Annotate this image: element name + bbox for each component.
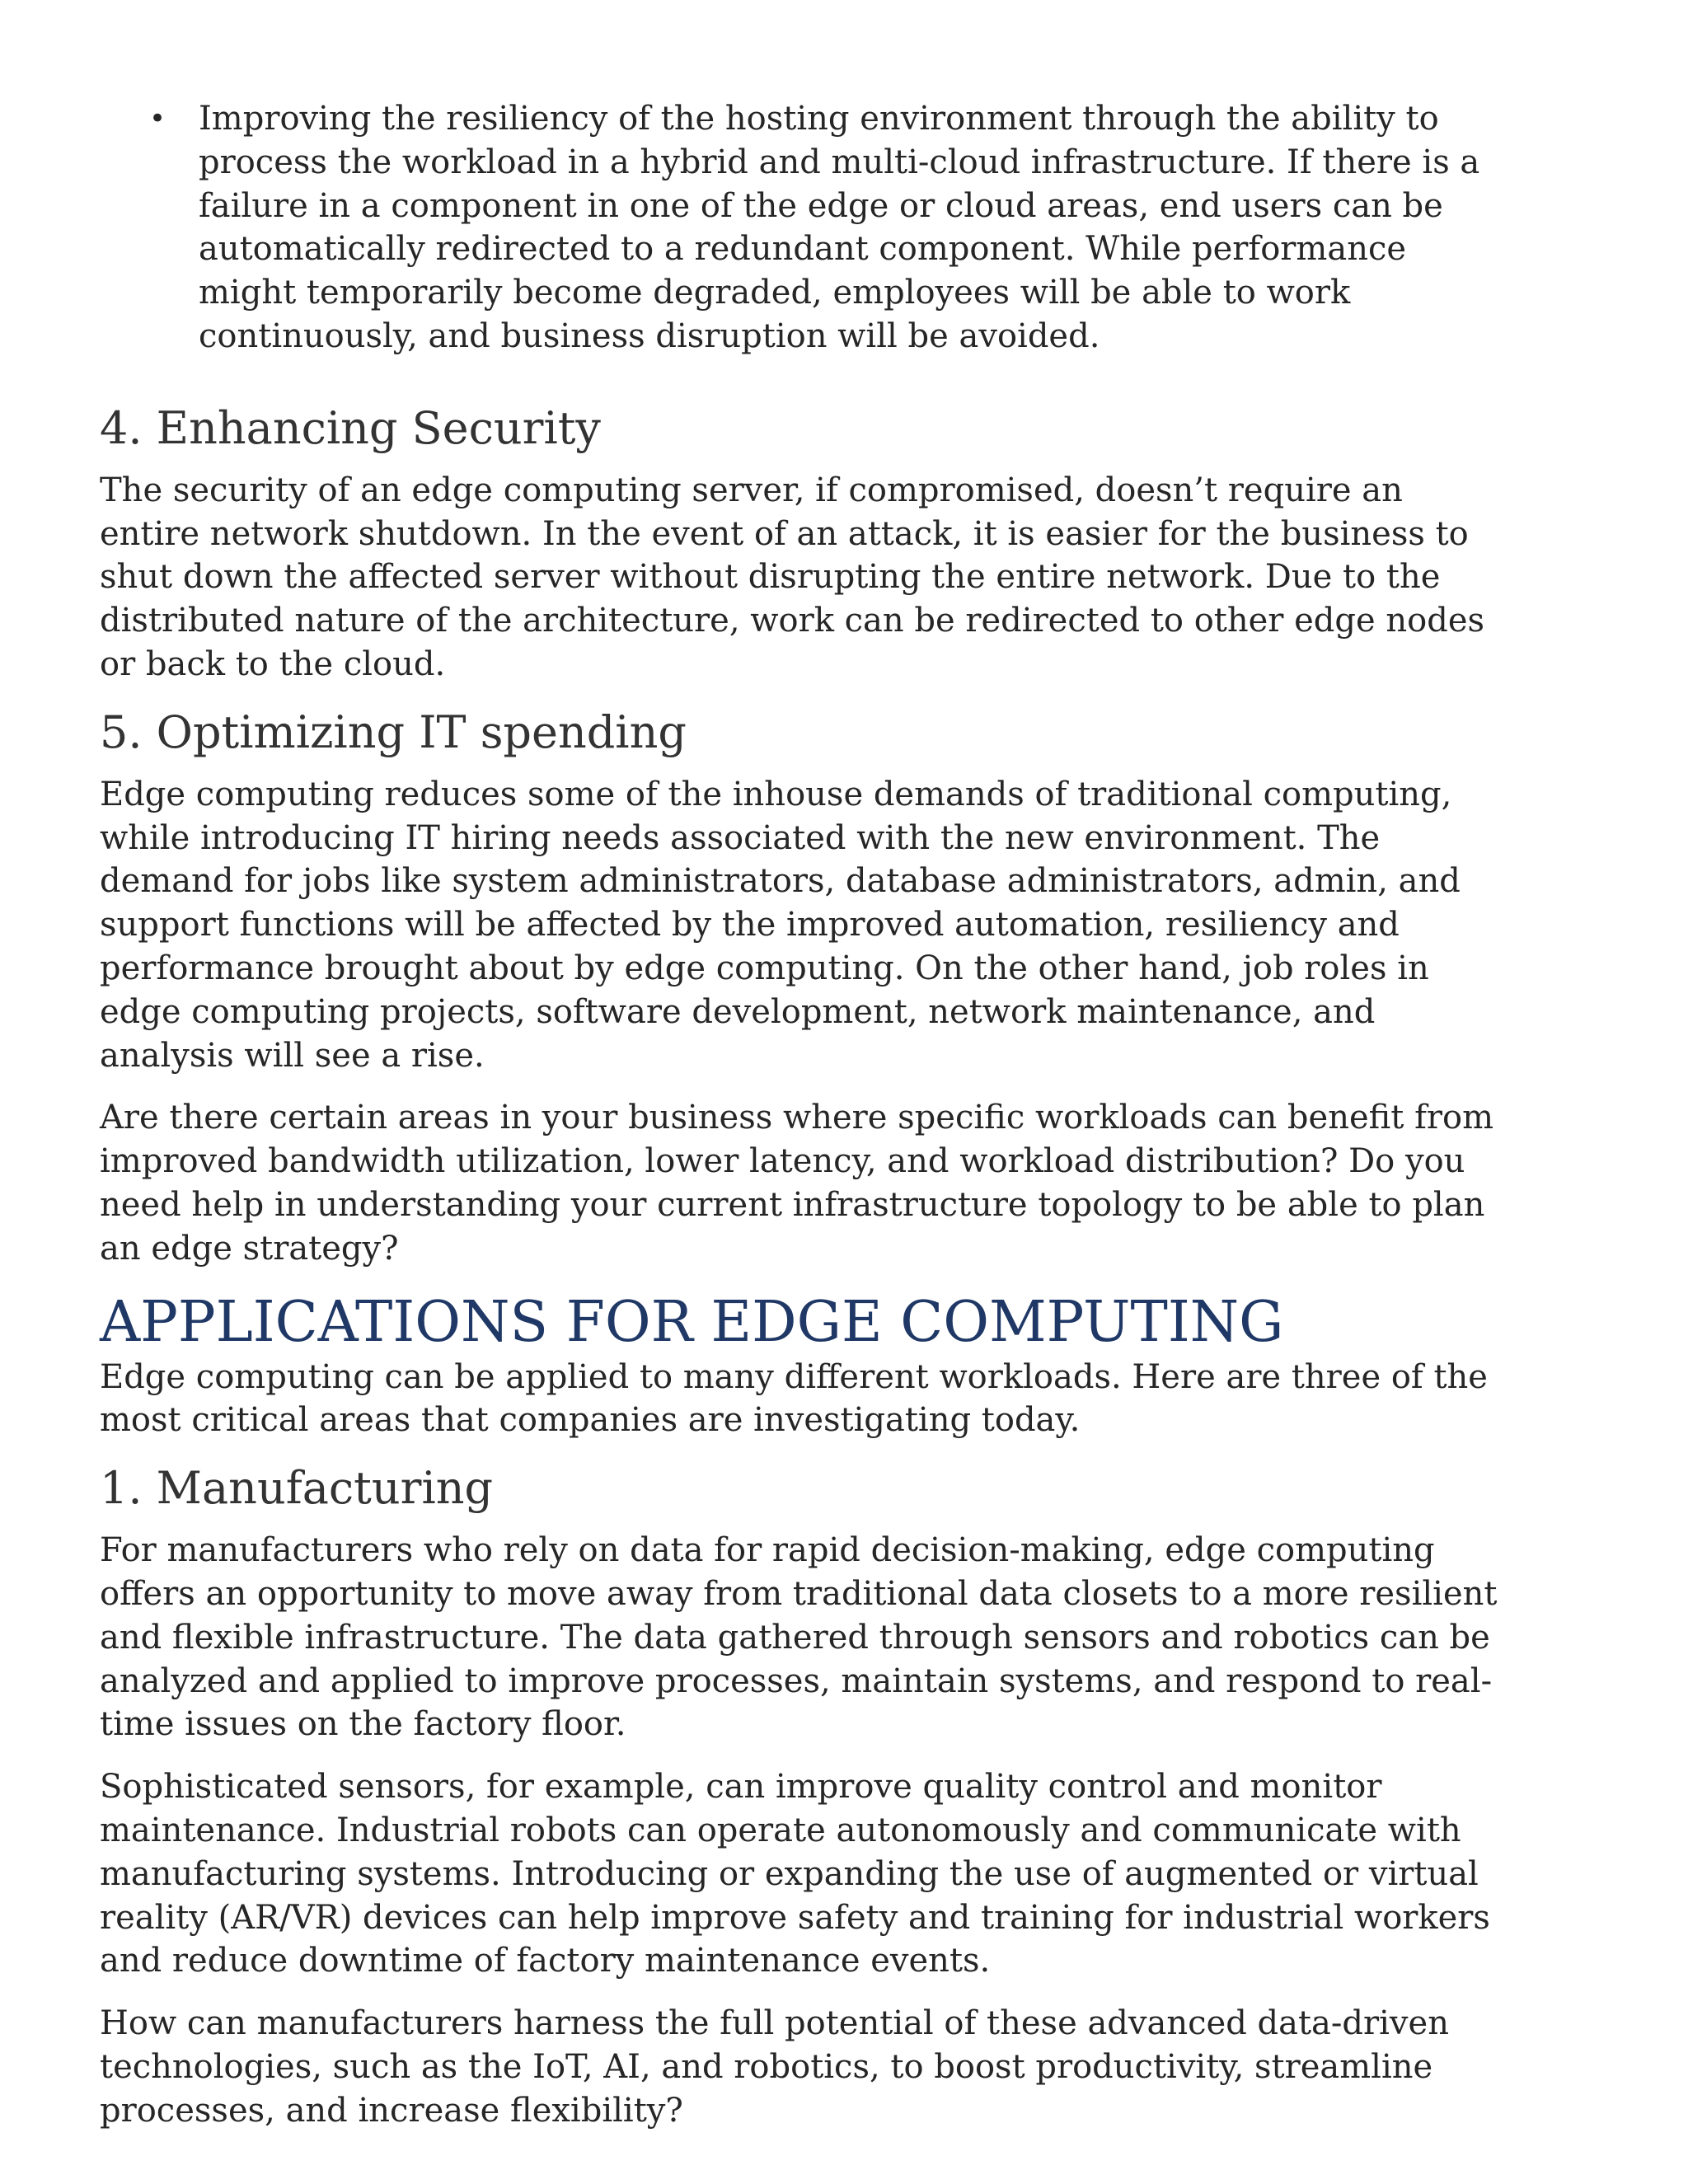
bullet-item-resiliency <box>100 97 1501 359</box>
paragraph-security: The security of an edge computing server, if compromised, doesn’t require an entire network shutdown. In the event of an attack, it is easier for the business to shut down the affected server without disrupting the entire network. Due to the distributed nature of the architecture, work can be redirected to other edge nodes or back to the cloud. <box>100 471 1485 683</box>
paragraph-applications-intro: Edge computing can be applied to many different workloads. Here are three of the most critical areas that companies are investigating today. <box>100 1357 1488 1440</box>
heading-applications: APPLICATIONS FOR EDGE COMPUTING <box>100 1289 1284 1355</box>
paragraph-spending-1: Edge computing reduces some of the inhouse demands of traditional computing, while introducing IT hiring needs associated with the new environment. The demand for jobs like system administrators, database administrators, admin, and support functions will be affected by the improved automation, resiliency and performance brought about by edge computing. On the other hand, job roles in edge computing projects, software development, network maintenance, and analysis will see a rise. <box>100 775 1461 1075</box>
heading-enhancing-security: 4. Enhancing Security <box>100 401 601 454</box>
paragraph-manufacturing-3: How can manufacturers harness the full potential of these advanced data-driven technologies, such as the IoT, AI, and robotics, to boost productivity, streamline processes, and increase flexibility? <box>100 2004 1449 2130</box>
paragraph-manufacturing-2: Sophisticated sensors, for example, can improve quality control and monitor maintenance. Industrial robots can operate autonomously and communicate with manufacturing systems. Introducing or expanding the use of augmented or virtual reality (AR/VR) devices can help improve safety and training for industrial workers and reduce downtime of factory maintenance events. <box>100 1768 1490 1980</box>
heading-manufacturing: 1. Manufacturing <box>100 1462 494 1515</box>
heading-optimizing-it-spending: 5. Optimizing IT spending <box>100 705 687 758</box>
document-content <box>100 97 1501 2151</box>
paragraph-manufacturing-1: For manufacturers who rely on data for rapid decision-making, edge computing offers an opportunity to move away from traditional data closets to a more resilient and flexible infrastructure. The data gathered through sensors and robotics can be analyzed and applied to improve processes, maintain systems, and respond to real-time issues on the factory floor. <box>100 1531 1498 1744</box>
bullet-dot-icon: • <box>149 102 166 135</box>
bullet-list <box>100 97 1501 359</box>
bullet-text: Improving the resiliency of the hosting environment through the ability to process the workload in a hybrid and multi-cloud infrastructure. If there is a failure in a component in one of the edge or cloud areas, end users can be automatically redirected to a redundant component. While performance might temporarily become degraded, employees will be able to work continuously, and business disruption will be avoided. <box>199 100 1480 355</box>
paragraph-spending-2: Are there certain areas in your business where specific workloads can benefit from improved bandwidth utilization, lower latency, and workload distribution? Do you need help in understanding your current infrastructure topology to be able to plan an edge strategy? <box>100 1099 1494 1268</box>
